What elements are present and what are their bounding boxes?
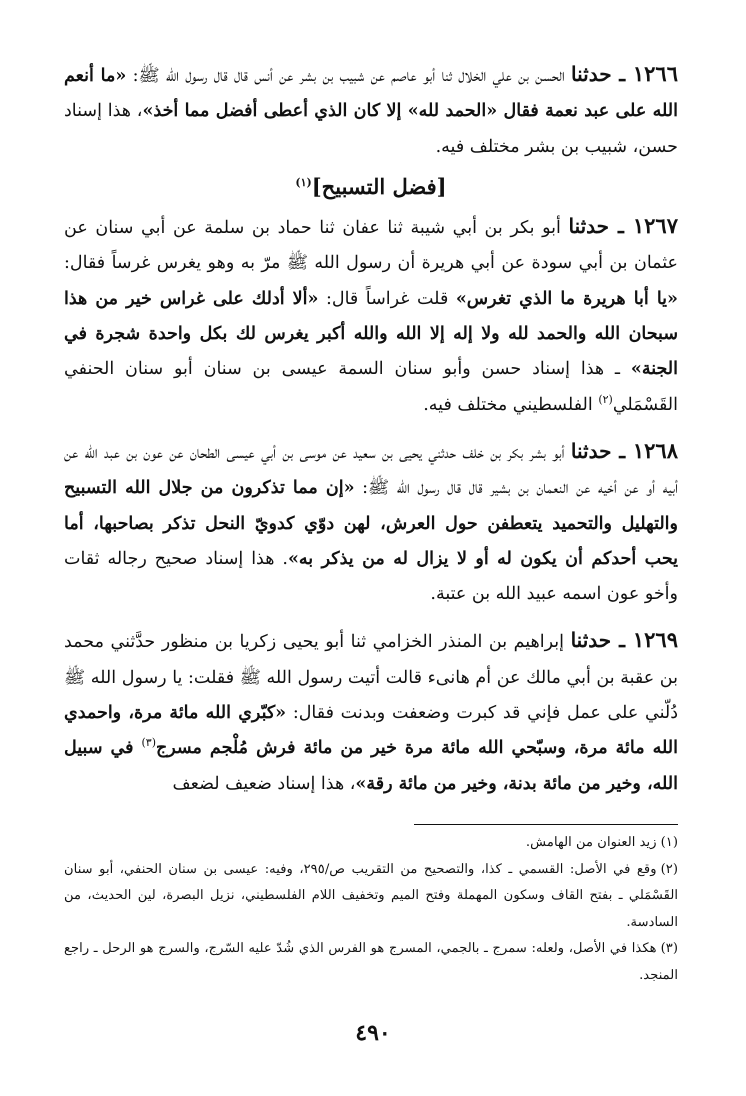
hadith-number: ١٢٦٨	[632, 437, 678, 463]
hadith-grading-end: الفلسطيني مختلف فيه.	[423, 394, 599, 415]
hadith-quote: «كبّري الله مائة مرة، واحمدي الله مائة مرة، وسبّحي الله مائة مرة خير من مائة فرش مُلْجم مسرج	[64, 703, 678, 759]
hadith-quote: «إن مما تذكرون من جلال الله التسبيح والتهليل والتحميد يتعطفن حول العرش، لهن دوّي كدويّ النحل تذكر بصاحبها، أما يحب أحدكم أن يكون له أو لا يزال له من يذكر به»	[64, 478, 678, 569]
hadith-grading: ، هذا إسناد حسن، شبيب بن بشر مختلف فيه.	[64, 101, 678, 157]
footnote-label: (١)	[660, 835, 678, 850]
hadith-1268: ١٢٦٨ ـ حدثنا أبو بشر بكر بن خلف حدثني يحيى بن سعيد عن موسى بن أبي عيسى الطحان عن عون بن عبد الله عن أبيه أو عن أخيه عن النعمان بن بشير قال قال رسول الله ﷺ: «إن مما تذكرون من جلال الله التسبيح والتهليل والتحميد يتعطفن حول العرش، لهن دوّي كدويّ النحل تذكر بصاحبها، أما يحب أحدكم أن يكون له أو لا يزال له من يذكر به». هذا إسناد صحيح رجاله ثقات وأخو عون اسمه عبيد الله بن عتبة.	[64, 437, 678, 605]
footnote-separator	[414, 824, 678, 825]
footnote-text: وقع في الأصل: القسمي ـ كذا، والتصحيح من التقريب ص/٢٩٥، وفيه: عيسى بن سنان الحنفي، أبو سنان القَسْمَلي ـ بفتح القاف وسكون المهملة وفتح الميم وتخفيف اللام الفلسطيني، نزيل البصرة، لين الحديث، من السادسة.	[64, 861, 678, 930]
hadith-quote: في سبيل الله، وخير من مائة بدنة، وخير من مائة رقة»	[64, 738, 678, 794]
hadith-dialogue: قلت غراساً قال:	[318, 288, 456, 309]
hadith-quote: «ما أنعم الله على عبد نعمة فقال «الحمد لله» إلا كان الذي أعطى أفضل مما أخذ»	[64, 66, 678, 122]
section-heading-text: [فضل التسبيح]	[311, 173, 447, 199]
hadith-heading: حدثنا	[570, 628, 612, 653]
footnote-label: (٢)	[660, 861, 678, 877]
hadith-quote: «يا أبا هريرة ما الذي تغرس»	[455, 288, 678, 309]
footnote-label: (٣)	[660, 941, 678, 956]
hadith-chain: الحسن بن علي الخلال ثنا أبو عاصم عن شبيب بن بشر عن أنس قال قال رسول الله ﷺ:	[126, 66, 572, 86]
footnote-ref: (٢)	[598, 392, 613, 406]
footnote-1	[64, 830, 678, 857]
hadith-quote: «ألا أدلك على غراس خير من هذا سبحان الله والحمد لله ولا إله إلا الله والله أكبر يغرس لك بكل واحدة شجرة في الجنة»	[64, 288, 678, 380]
hadith-heading: حدثنا	[570, 438, 612, 463]
footnote-3	[64, 936, 678, 989]
footnote-text: هكذا في الأصل، ولعله: سمرج ـ بالجمي، المسرج هو الفرس الذي شُدّ عليه السّرج، والسرج هو الرحل ـ راجع المنجد.	[64, 941, 678, 983]
hadith-heading: حدثنا	[571, 62, 612, 86]
hadith-heading: حدثنا	[568, 214, 610, 239]
section-heading	[64, 169, 678, 204]
footnote-text: زيد العنوان من الهامش.	[525, 835, 657, 850]
hadith-number: ١٢٦٧	[632, 213, 678, 239]
footnotes	[64, 830, 678, 989]
hadith-chain: إبراهيم بن المنذر الخزامي ثنا أبو يحيى زكريا بن منظور حدَّثني محمد بن عقبة بن أبي مالك عن أم هانىء قالت أتيت رسول الله ﷺ فقلت: يا رسول الله ﷺ دُلّني على عمل فإني قد كبرت وضعفت وبدنت فقال:	[64, 632, 678, 724]
footnote-2	[64, 857, 678, 937]
main-text	[64, 56, 678, 802]
hadith-grading: ـ هذا إسناد حسن وأبو سنان السمة عيسى بن سنان أبو سنان الحنفي القَسْمَلي	[64, 359, 678, 415]
hadith-chain: أبو بشر بكر بن خلف حدثني يحيى بن سعيد عن موسى بن أبي عيسى الطحان عن عون بن عبد الله عن أبيه أو عن أخيه عن النعمان بن بشير قال قال رسول الله ﷺ:	[64, 442, 678, 499]
hadith-grading: ، هذا إسناد ضعيف لضعف	[172, 773, 356, 794]
hadith-number: ١٢٦٩	[632, 627, 678, 653]
footnote-ref: (٣)	[141, 736, 156, 750]
hadith-1269: ١٢٦٩ ـ حدثنا إبراهيم بن المنذر الخزامي ثنا أبو يحيى زكريا بن منظور حدَّثني محمد بن عقبة بن أبي مالك عن أم هانىء قالت أتيت رسول الله ﷺ فقلت: يا رسول الله ﷺ دُلّني على عمل فإني قد كبرت وضعفت وبدنت فقال: «كبّري الله مائة مرة، واحمدي الله مائة مرة، وسبّحي الله مائة مرة خير من مائة فرش مُلْجم مسرج$^{(٣)}$ في سبيل الله، وخير من مائة بدنة، وخير من مائة رقة»، هذا إسناد ضعيف لضعف	[64, 627, 678, 794]
hadith-1266: ١٢٦٦ ـ حدثنا الحسن بن علي الخلال ثنا أبو عاصم عن شبيب بن بشر عن أنس قال قال رسول الله ﷺ: «ما أنعم الله على عبد نعمة فقال «الحمد لله» إلا كان الذي أعطى أفضل مما أخذ»، هذا إسناد حسن، شبيب بن بشر مختلف فيه.	[64, 61, 678, 157]
page-number: ٤٩٠	[355, 1020, 391, 1046]
hadith-1267: ١٢٦٧ ـ حدثنا أبو بكر بن أبي شيبة ثنا عفان ثنا حماد بن سلمة عن أبي سنان عن عثمان بن أبي سودة عن أبي هريرة أن رسول الله ﷺ مرّ به وهو يغرس غرساً فقال: «يا أبا هريرة ما الذي تغرس» قلت غراساً قال: «ألا أدلك على غراس خير من هذا سبحان الله والحمد لله ولا إله إلا الله والله أكبر يغرس لك بكل واحدة شجرة في الجنة» ـ هذا إسناد حسن وأبو سنان السمة عيسى بن سنان أبو سنان الحنفي القَسْمَلي$^{(٢)}$ الفلسطيني مختلف فيه.	[64, 213, 678, 415]
hadith-chain: أبو بكر بن أبي شيبة ثنا عفان ثنا حماد بن سلمة عن أبي سنان عن عثمان بن أبي سودة عن أبي هريرة أن رسول الله ﷺ مرّ به وهو يغرس غرساً فقال:	[64, 218, 678, 274]
hadith-number: ١٢٦٦	[632, 61, 678, 86]
footnote-ref: (١)	[295, 175, 312, 189]
hadith-grading: . هذا إسناد صحيح رجاله ثقات وأخو عون اسمه عبيد الله بن عتبة.	[64, 548, 678, 605]
